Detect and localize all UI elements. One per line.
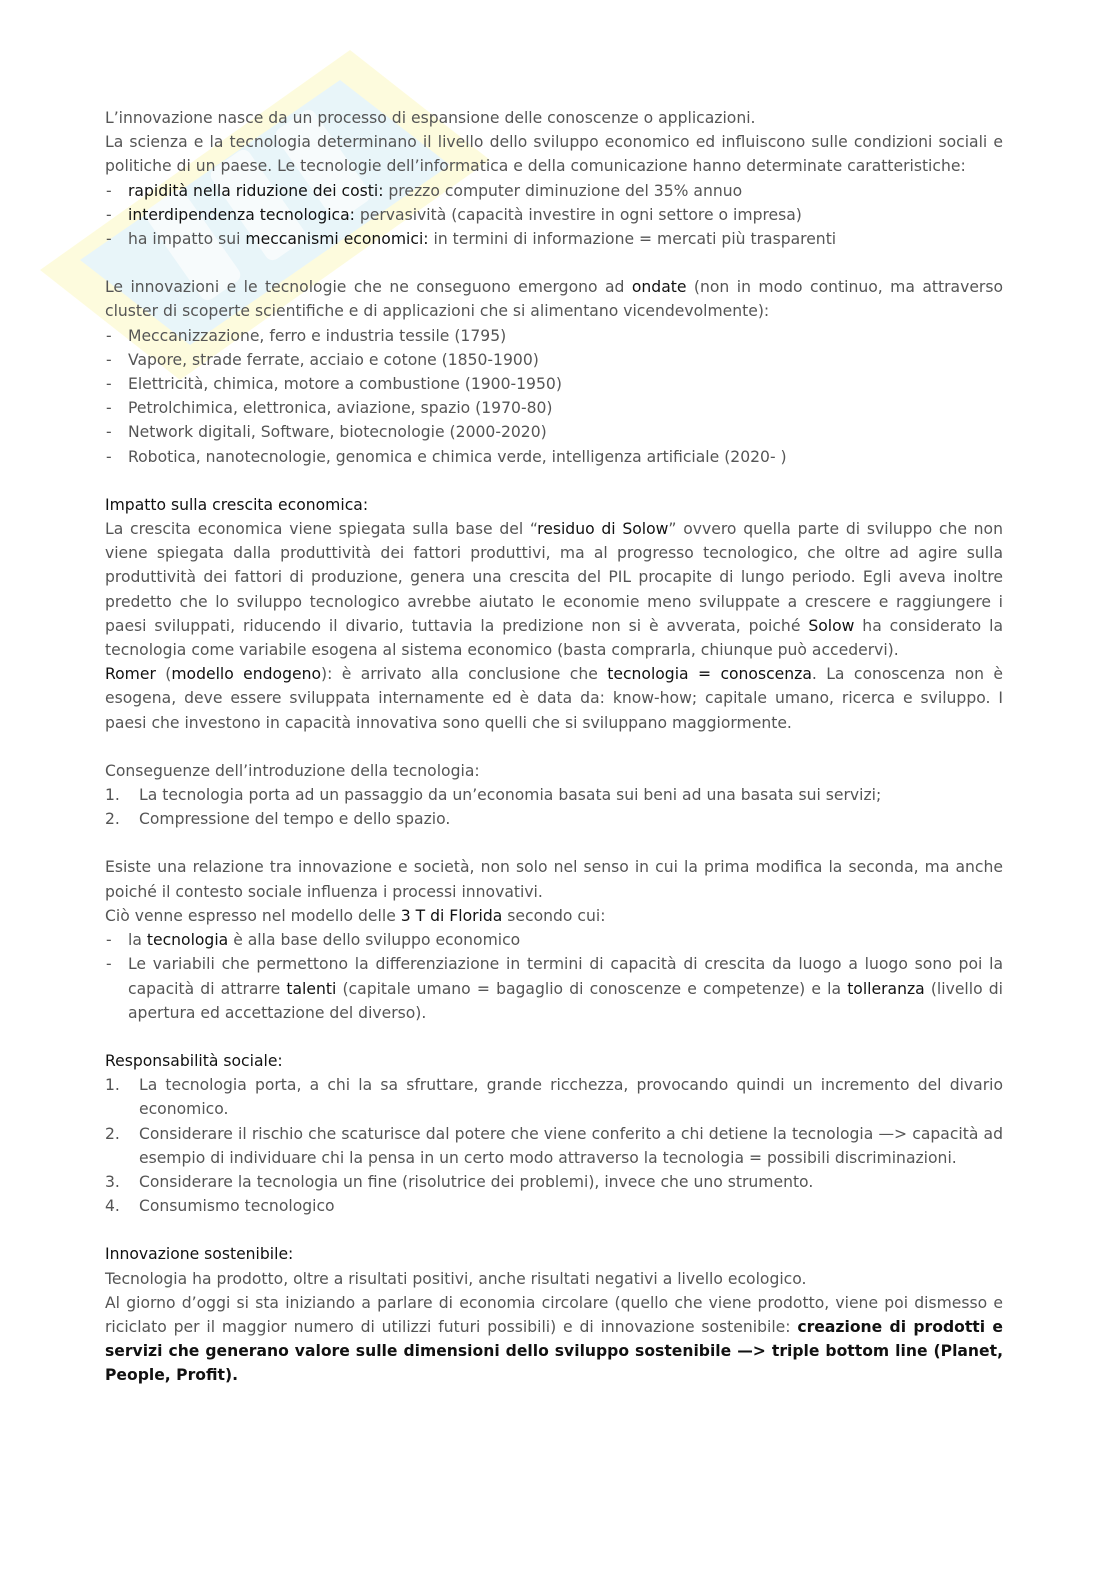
list-item: - la tecnologia è alla base dello sviluppo economico <box>106 931 521 950</box>
consequences-heading: Conseguenze dell’introduzione della tecnologia: <box>105 761 480 780</box>
solow-paragraph: La crescita economica viene spiegata sulla base del “residuo di Solow” ovvero quella parte di sviluppo che non viene spiegata dalla produttività dei fattori produttivi, ma al progresso tecnologico, che oltre ad agire sulla produttività dei fattori di produzione, genera una crescita del PIL procapite di lungo periodo. Egli aveva inoltre predetto che lo sviluppo tecnologico avrebbe aiutato le economie meno sviluppate a crescere e raggiungere i paesi sviluppati, riducendo il divario, tuttavia la predizione non si è avverata, poiché Solow ha considerato la tecnologia come variabile esogena al sistema economico (basta comprarla, chiunque può accedervi). <box>105 520 1004 660</box>
list-item: - Network digitali, Software, biotecnologie (2000-2020) <box>106 423 547 442</box>
sustainable-paragraph-1: Tecnologia ha prodotto, oltre a risultati positivi, anche risultati negativi a livello ecologico. <box>105 1269 807 1288</box>
florida-paragraph: Ciò venne espresso nel modello delle 3 T di Florida secondo cui: <box>105 906 606 925</box>
document-page <box>105 106 1003 1388</box>
responsibility-list <box>105 1073 1003 1218</box>
list-item: - interdipendenza tecnologica: pervasività (capacità investire in ogni settore o impresa) <box>106 205 802 224</box>
sustainable-paragraph-2: Al giorno d’oggi si sta iniziando a parlare di economia circolare (quello che viene prodotto, viene poi dismesso e riciclato per il maggior numero di utilizzi futuri possibili) e di innovazione sostenibile: creazione di prodotti e servizi che generano valore sulle dimensioni dello sviluppo sostenibile —> triple bottom line (Planet, People, Profit). <box>105 1293 1003 1385</box>
list-item: - Meccanizzazione, ferro e industria tessile (1795) <box>106 326 507 345</box>
list-item: 2. Considerare il rischio che scaturisce dal potere che viene conferito a chi detiene la tecnologia —> capacità ad esempio di individuare chi la pensa in un certo modo attraverso la tecnologia = possibili discriminazioni. <box>105 1124 1003 1167</box>
waves-paragraph: Le innovazioni e le tecnologie che ne conseguono emergono ad ondate (non in modo continuo, ma attraverso cluster di scoperte scientifiche e di applicazioni che si alimentano vicendevolmente): <box>105 278 1003 321</box>
list-item: 1. La tecnologia porta ad un passaggio da un’economia basata sui beni ad una basata sui servizi; <box>105 786 882 805</box>
romer-paragraph: Romer (modello endogeno): è arrivato alla conclusione che tecnologia = conoscenza. La conoscenza non è esogena, deve essere sviluppata internamente ed è data da: know-how; capitale umano, ricerca e sviluppo. I paesi che investono in capacità innovativa sono quelli che si sviluppano maggiormente. <box>105 665 1004 732</box>
list-item: - Vapore, strade ferrate, acciaio e cotone (1850-1900) <box>106 350 539 369</box>
list-item: 3. Considerare la tecnologia un fine (risolutrice dei problemi), invece che uno strumento. <box>105 1172 814 1191</box>
list-item: - Le variabili che permettono la differenziazione in termini di capacità di crescita da luogo a luogo sono poi la capacità di attrarre talenti (capitale umano = bagaglio di conoscenze e competenze) e la tolleranza (livello di apertura ed accettazione del diverso). <box>106 955 1004 1022</box>
section-heading-sustainable: Innovazione sostenibile: <box>105 1245 294 1264</box>
list-item: 1. La tecnologia porta, a chi la sa sfruttare, grande ricchezza, provocando quindi un incremento del divario economico. <box>105 1076 1003 1119</box>
list-item: - Petrolchimica, elettronica, aviazione, spazio (1970-80) <box>106 399 553 418</box>
consequences-list <box>105 783 1003 831</box>
intro-line-1: L’innovazione nasce da un processo di espansione delle conoscenze o applicazioni. <box>105 109 756 127</box>
list-item: 4. Consumismo tecnologico <box>105 1197 335 1216</box>
list-item: - rapidità nella riduzione dei costi: prezzo computer diminuzione del 35% annuo <box>106 181 743 200</box>
list-item: - Elettricità, chimica, motore a combustione (1900-1950) <box>106 375 562 394</box>
list-item: - Robotica, nanotecnologie, genomica e chimica verde, intelligenza artificiale (2020- ) <box>106 447 787 466</box>
waves-list <box>105 324 1003 469</box>
intro-paragraph: La scienza e la tecnologia determinano il livello dello sviluppo economico ed influiscono sulle condizioni sociali e politiche di un paese. Le tecnologie dell’informatica e della comunicazione hanno determinate caratteristiche: <box>105 133 1003 176</box>
ict-characteristics-list <box>105 179 1003 252</box>
list-item: 2. Compressione del tempo e dello spazio. <box>105 810 451 829</box>
section-heading-responsibility: Responsabilità sociale: <box>105 1051 283 1070</box>
florida-list <box>105 928 1003 1025</box>
list-item: - ha impatto sui meccanismi economici: in termini di informazione = mercati più trasparenti <box>106 230 837 249</box>
society-paragraph: Esiste una relazione tra innovazione e società, non solo nel senso in cui la prima modifica la seconda, ma anche poiché il contesto sociale influenza i processi innovativi. <box>105 858 1003 901</box>
section-heading-growth: Impatto sulla crescita economica: <box>105 495 369 514</box>
